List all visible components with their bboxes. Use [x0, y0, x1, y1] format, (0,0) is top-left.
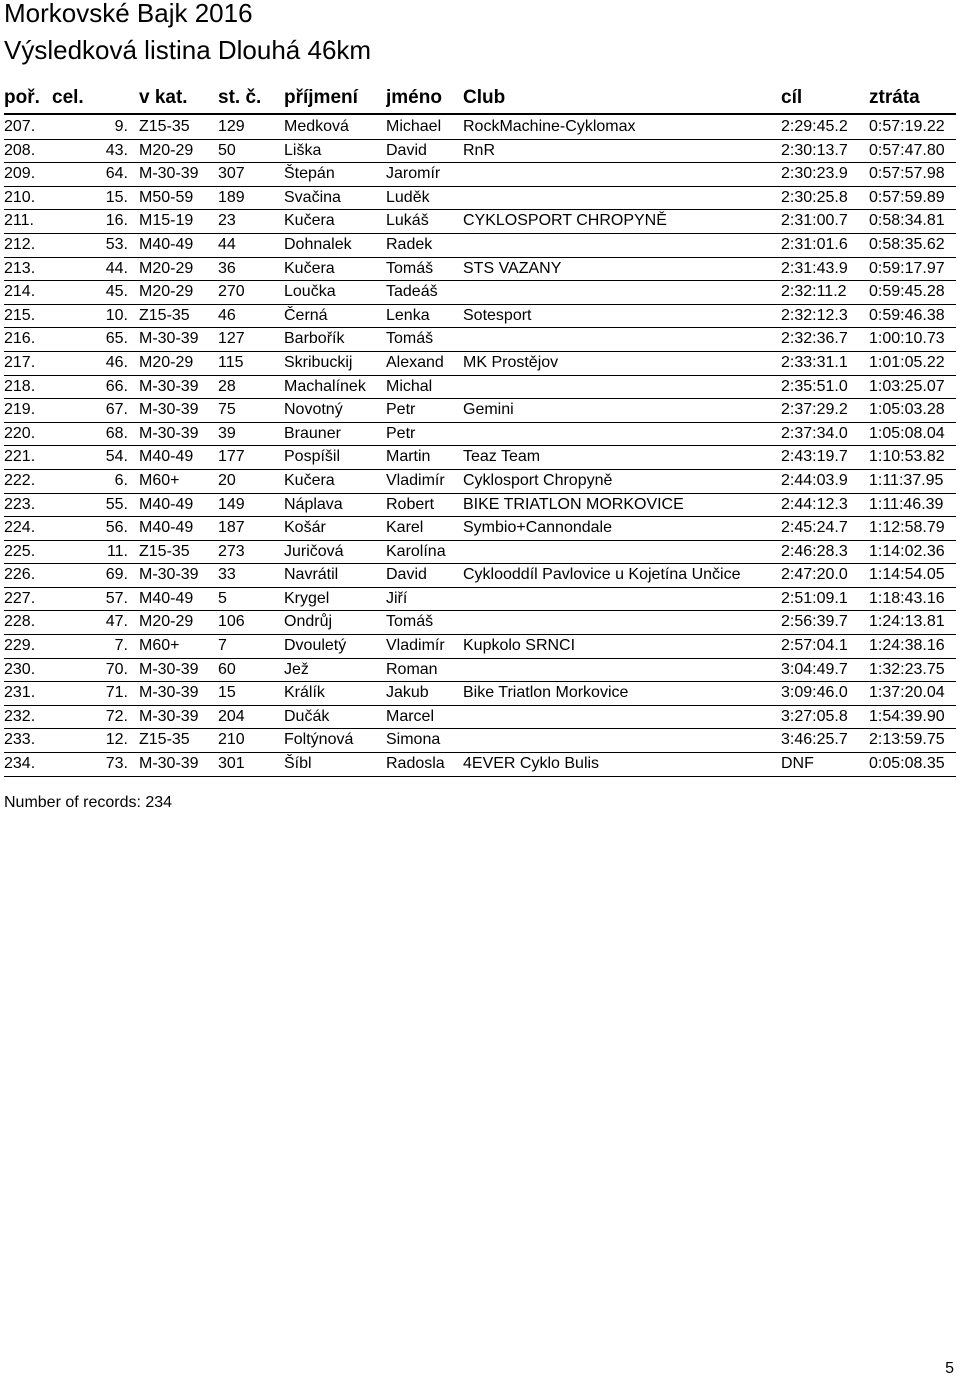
cell-position: 221.: [4, 448, 36, 466]
cell-finish-time: 2:44:03.9: [781, 471, 848, 489]
cell-finish-time: 2:37:34.0: [781, 424, 848, 442]
cell-surname: Králík: [284, 684, 325, 702]
cell-start-number: 23: [218, 212, 236, 230]
cell-time-gap: 1:11:46.39: [869, 495, 944, 513]
cell-club: Cyklosport Chropyně: [463, 471, 613, 489]
cell-position: 222.: [4, 471, 36, 489]
cell-first-name: Karel: [386, 519, 424, 537]
cell-finish-time: 2:43:19.7: [781, 448, 848, 466]
cell-overall: 10.: [105, 306, 128, 324]
cell-finish-time: 2:57:04.1: [781, 637, 848, 655]
cell-time-gap: 1:10:53.82: [869, 448, 945, 466]
cell-category: M60+: [139, 637, 180, 655]
cell-overall: 47.: [105, 613, 128, 631]
table-row: [4, 163, 956, 187]
cell-start-number: 7: [218, 637, 227, 655]
cell-surname: Navrátil: [284, 566, 339, 584]
cell-position: 212.: [4, 235, 36, 253]
cell-position: 216.: [4, 330, 36, 348]
column-header-start-number: st. č.: [218, 87, 262, 108]
cell-overall: 16.: [105, 212, 128, 230]
cell-first-name: Roman: [386, 660, 438, 678]
cell-start-number: 127: [218, 330, 245, 348]
cell-position: 219.: [4, 401, 36, 419]
header-divider: [4, 113, 956, 115]
cell-time-gap: 0:59:45.28: [869, 283, 945, 301]
table-row: [4, 682, 956, 706]
table-row: [4, 729, 956, 753]
cell-position: 234.: [4, 755, 36, 773]
cell-first-name: Luděk: [386, 188, 430, 206]
cell-finish-time: DNF: [781, 755, 814, 773]
cell-time-gap: 1:24:38.16: [869, 637, 945, 655]
cell-finish-time: 2:45:24.7: [781, 519, 848, 537]
column-header-time-gap: ztráta: [869, 87, 920, 108]
cell-position: 209.: [4, 165, 36, 183]
cell-category: M60+: [139, 471, 180, 489]
cell-finish-time: 2:46:28.3: [781, 542, 848, 560]
cell-time-gap: 0:57:59.89: [869, 188, 945, 206]
cell-position: 230.: [4, 660, 36, 678]
results-table-body: [4, 116, 956, 777]
cell-start-number: 15: [218, 684, 236, 702]
cell-finish-time: 3:27:05.8: [781, 707, 848, 725]
cell-first-name: Alexand: [386, 353, 444, 371]
cell-time-gap: 1:05:08.04: [869, 424, 945, 442]
cell-category: M40-49: [139, 448, 194, 466]
cell-finish-time: 2:33:31.1: [781, 353, 848, 371]
cell-finish-time: 2:32:36.7: [781, 330, 848, 348]
cell-time-gap: 1:01:05.22: [869, 353, 945, 371]
cell-first-name: Vladimír: [386, 637, 445, 655]
cell-finish-time: 2:56:39.7: [781, 613, 848, 631]
table-row: [4, 446, 956, 470]
cell-surname: Medková: [284, 118, 349, 135]
table-row: [4, 564, 956, 588]
cell-time-gap: 1:18:43.16: [869, 589, 945, 607]
cell-surname: Loučka: [284, 283, 336, 301]
cell-first-name: Karolína: [386, 542, 446, 560]
cell-first-name: David: [386, 141, 427, 159]
results-list-title: Výsledková listina Dlouhá 46km: [4, 35, 372, 65]
cell-position: 220.: [4, 424, 36, 442]
cell-finish-time: 3:46:25.7: [781, 731, 848, 749]
cell-category: M20-29: [139, 283, 194, 301]
cell-club: CYKLOSPORT CHROPYNĚ: [463, 212, 667, 230]
cell-start-number: 187: [218, 519, 245, 537]
cell-start-number: 270: [218, 283, 245, 301]
cell-surname: Kučera: [284, 212, 335, 230]
cell-start-number: 46: [218, 306, 236, 324]
table-row: [4, 305, 956, 329]
page-number: 5: [945, 1360, 954, 1377]
cell-overall: 56.: [105, 519, 128, 537]
cell-finish-time: 2:32:12.3: [781, 306, 848, 324]
cell-start-number: 129: [218, 118, 245, 135]
cell-time-gap: 1:14:02.36: [869, 542, 945, 560]
cell-surname: Foltýnová: [284, 731, 354, 749]
table-row: [4, 517, 956, 541]
record-count: Number of records: 234: [4, 794, 173, 811]
cell-category: Z15-35: [139, 306, 190, 324]
cell-first-name: Michael: [386, 118, 442, 135]
cell-category: M-30-39: [139, 660, 199, 678]
cell-time-gap: 1:03:25.07: [869, 377, 945, 395]
cell-time-gap: 0:57:19.22: [869, 118, 945, 135]
cell-position: 215.: [4, 306, 36, 324]
cell-overall: 12.: [105, 731, 128, 749]
cell-finish-time: 2:31:00.7: [781, 212, 848, 230]
cell-time-gap: 1:54:39.90: [869, 707, 945, 725]
cell-start-number: 39: [218, 424, 236, 442]
cell-first-name: Simona: [386, 731, 441, 749]
cell-first-name: Michal: [386, 377, 433, 395]
cell-first-name: Martin: [386, 448, 431, 466]
cell-finish-time: 3:09:46.0: [781, 684, 848, 702]
cell-overall: 11.: [106, 542, 128, 560]
cell-overall: 64.: [105, 165, 128, 183]
table-row: [4, 706, 956, 730]
cell-surname: Dohnalek: [284, 235, 352, 253]
cell-start-number: 177: [218, 448, 245, 466]
cell-club: BIKE TRIATLON MORKOVICE: [463, 495, 684, 513]
cell-time-gap: 1:24:13.81: [869, 613, 945, 631]
table-row: [4, 753, 956, 777]
cell-category: M20-29: [139, 353, 194, 371]
cell-surname: Skribuckij: [284, 353, 353, 371]
cell-surname: Krygel: [284, 589, 330, 607]
cell-finish-time: 2:30:13.7: [781, 141, 848, 159]
cell-first-name: Tomáš: [386, 330, 434, 348]
cell-category: Z15-35: [139, 731, 190, 749]
cell-position: 208.: [4, 141, 36, 159]
cell-finish-time: 2:31:43.9: [781, 259, 848, 277]
cell-position: 227.: [4, 589, 36, 607]
cell-category: M-30-39: [139, 165, 199, 183]
cell-position: 213.: [4, 259, 36, 277]
cell-category: M40-49: [139, 519, 194, 537]
cell-start-number: 273: [218, 542, 245, 560]
cell-overall: 46.: [105, 353, 128, 371]
column-header-first-name: jméno: [386, 87, 442, 108]
table-header: [4, 84, 956, 112]
cell-surname: Brauner: [284, 424, 341, 442]
cell-category: M20-29: [139, 141, 194, 159]
cell-start-number: 106: [218, 613, 245, 631]
cell-category: M-30-39: [139, 566, 199, 584]
cell-club: 4EVER Cyklo Bulis: [463, 755, 600, 773]
table-row: [4, 470, 956, 494]
cell-surname: Šíbl: [284, 755, 312, 773]
cell-surname: Ondrůj: [284, 613, 333, 631]
cell-time-gap: 1:00:10.73: [869, 330, 945, 348]
cell-category: M-30-39: [139, 330, 199, 348]
cell-overall: 53.: [105, 235, 128, 253]
cell-surname: Náplava: [284, 495, 343, 513]
cell-first-name: Jaromír: [386, 165, 441, 183]
cell-overall: 69.: [105, 566, 128, 584]
table-row: [4, 210, 956, 234]
cell-finish-time: 2:47:20.0: [781, 566, 848, 584]
cell-surname: Barbořík: [284, 330, 345, 348]
cell-surname: Juričová: [284, 542, 344, 560]
cell-time-gap: 0:59:46.38: [869, 306, 945, 324]
cell-club: Cyklooddíl Pavlovice u Kojetína Unčice: [463, 566, 741, 584]
column-header-overall: cel.: [52, 87, 84, 108]
cell-overall: 54.: [105, 448, 128, 466]
cell-category: M-30-39: [139, 684, 199, 702]
cell-category: M-30-39: [139, 707, 199, 725]
cell-position: 228.: [4, 613, 36, 631]
cell-overall: 7.: [114, 637, 128, 655]
cell-first-name: Tomáš: [386, 613, 434, 631]
cell-position: 223.: [4, 495, 36, 513]
cell-overall: 45.: [105, 283, 128, 301]
cell-start-number: 33: [218, 566, 236, 584]
cell-overall: 6.: [114, 471, 128, 489]
table-row: [4, 116, 956, 140]
cell-finish-time: 2:51:09.1: [781, 589, 848, 607]
table-row: [4, 588, 956, 612]
cell-overall: 72.: [105, 707, 128, 725]
column-header-category: v kat.: [139, 87, 188, 108]
cell-surname: Košár: [284, 519, 326, 537]
cell-position: 217.: [4, 353, 36, 371]
table-row: [4, 611, 956, 635]
table-row: [4, 140, 956, 164]
cell-club: Symbio+Cannondale: [463, 519, 612, 537]
cell-overall: 57.: [105, 589, 128, 607]
cell-overall: 44.: [105, 259, 128, 277]
cell-first-name: Petr: [386, 401, 416, 419]
cell-category: M-30-39: [139, 377, 199, 395]
cell-category: Z15-35: [139, 118, 190, 135]
cell-time-gap: 2:13:59.75: [869, 731, 945, 749]
cell-start-number: 20: [218, 471, 236, 489]
cell-overall: 68.: [105, 424, 128, 442]
cell-start-number: 60: [218, 660, 236, 678]
cell-surname: Dučák: [284, 707, 330, 725]
cell-start-number: 204: [218, 707, 245, 725]
cell-start-number: 50: [218, 141, 236, 159]
cell-first-name: Radosla: [386, 755, 445, 773]
cell-category: M20-29: [139, 259, 194, 277]
cell-finish-time: 2:37:29.2: [781, 401, 848, 419]
cell-time-gap: 1:11:37.95: [869, 471, 944, 489]
cell-position: 214.: [4, 283, 36, 301]
cell-surname: Černá: [284, 306, 328, 324]
cell-surname: Štepán: [284, 165, 335, 183]
cell-club: RnR: [463, 141, 496, 159]
cell-position: 224.: [4, 519, 36, 537]
cell-category: Z15-35: [139, 542, 190, 560]
cell-finish-time: 2:35:51.0: [781, 377, 848, 395]
cell-overall: 70.: [105, 660, 128, 678]
cell-time-gap: 0:58:35.62: [869, 235, 945, 253]
table-row: [4, 328, 956, 352]
cell-time-gap: 0:59:17.97: [869, 259, 945, 277]
cell-surname: Pospíšil: [284, 448, 341, 466]
column-header-surname: příjmení: [284, 87, 358, 108]
cell-first-name: Jakub: [386, 684, 429, 702]
cell-start-number: 189: [218, 188, 245, 206]
cell-finish-time: 2:30:25.8: [781, 188, 848, 206]
cell-first-name: Lenka: [386, 306, 430, 324]
event-title: Morkovské Bajk 2016: [4, 0, 253, 28]
cell-finish-time: 2:44:12.3: [781, 495, 848, 513]
cell-finish-time: 3:04:49.7: [781, 660, 848, 678]
cell-category: M15-19: [139, 212, 194, 230]
cell-first-name: David: [386, 566, 427, 584]
column-header-club: Club: [463, 87, 506, 108]
cell-position: 232.: [4, 707, 36, 725]
cell-overall: 43.: [105, 141, 128, 159]
cell-category: M-30-39: [139, 401, 199, 419]
cell-start-number: 44: [218, 235, 236, 253]
cell-overall: 71.: [105, 684, 128, 702]
cell-overall: 66.: [105, 377, 128, 395]
cell-first-name: Robert: [386, 495, 435, 513]
cell-club: Teaz Team: [463, 448, 541, 466]
cell-start-number: 149: [218, 495, 245, 513]
cell-first-name: Tadeáš: [386, 283, 438, 301]
cell-time-gap: 1:12:58.79: [869, 519, 945, 537]
cell-overall: 65.: [105, 330, 128, 348]
cell-position: 207.: [4, 118, 36, 135]
cell-position: 226.: [4, 566, 36, 584]
column-header-position: poř.: [4, 87, 40, 108]
cell-surname: Svačina: [284, 188, 341, 206]
table-row: [4, 423, 956, 447]
cell-club: Gemini: [463, 401, 514, 419]
table-row: [4, 187, 956, 211]
cell-position: 225.: [4, 542, 36, 560]
cell-start-number: 36: [218, 259, 236, 277]
column-header-finish-time: cíl: [781, 87, 803, 108]
cell-category: M50-59: [139, 188, 194, 206]
cell-surname: Dvouletý: [284, 637, 347, 655]
cell-position: 210.: [4, 188, 36, 206]
cell-category: M-30-39: [139, 424, 199, 442]
cell-start-number: 301: [218, 755, 245, 773]
cell-start-number: 5: [218, 589, 227, 607]
cell-time-gap: 1:37:20.04: [869, 684, 945, 702]
cell-position: 233.: [4, 731, 36, 749]
cell-start-number: 28: [218, 377, 236, 395]
cell-first-name: Tomáš: [386, 259, 434, 277]
table-row: [4, 352, 956, 376]
cell-start-number: 307: [218, 165, 245, 183]
cell-time-gap: 0:58:34.81: [869, 212, 945, 230]
cell-overall: 73.: [105, 755, 128, 773]
cell-start-number: 210: [218, 731, 245, 749]
cell-surname: Kučera: [284, 471, 335, 489]
table-row: [4, 376, 956, 400]
table-row: [4, 635, 956, 659]
cell-surname: Liška: [284, 141, 322, 159]
table-row: [4, 399, 956, 423]
cell-first-name: Lukáš: [386, 212, 429, 230]
cell-position: 229.: [4, 637, 36, 655]
cell-time-gap: 1:05:03.28: [869, 401, 945, 419]
cell-surname: Novotný: [284, 401, 343, 419]
cell-finish-time: 2:32:11.2: [781, 283, 847, 301]
table-row: [4, 659, 956, 683]
cell-time-gap: 0:05:08.35: [869, 755, 945, 773]
table-row: [4, 258, 956, 282]
cell-club: MK Prostějov: [463, 353, 559, 371]
cell-first-name: Petr: [386, 424, 416, 442]
cell-position: 211.: [4, 212, 34, 230]
cell-finish-time: 2:31:01.6: [781, 235, 848, 253]
cell-overall: 67.: [105, 401, 128, 419]
cell-overall: 9.: [114, 118, 128, 135]
cell-club: RockMachine-Cyklomax: [463, 118, 636, 135]
cell-club: STS VAZANY: [463, 259, 562, 277]
cell-club: Sotesport: [463, 306, 532, 324]
cell-surname: Jež: [284, 660, 309, 678]
cell-time-gap: 1:32:23.75: [869, 660, 945, 678]
cell-category: M40-49: [139, 495, 194, 513]
cell-position: 218.: [4, 377, 36, 395]
cell-finish-time: 2:30:23.9: [781, 165, 848, 183]
cell-overall: 15.: [105, 188, 128, 206]
cell-category: M40-49: [139, 589, 194, 607]
table-row: [4, 494, 956, 518]
cell-category: M20-29: [139, 613, 194, 631]
cell-position: 231.: [4, 684, 36, 702]
cell-club: Bike Triatlon Morkovice: [463, 684, 629, 702]
cell-surname: Kučera: [284, 259, 335, 277]
cell-start-number: 75: [218, 401, 236, 419]
cell-club: Kupkolo SRNCI: [463, 637, 576, 655]
cell-category: M-30-39: [139, 755, 199, 773]
cell-surname: Machalínek: [284, 377, 366, 395]
table-row: [4, 234, 956, 258]
cell-first-name: Jiří: [386, 589, 408, 607]
cell-time-gap: 0:57:57.98: [869, 165, 945, 183]
cell-overall: 55.: [105, 495, 128, 513]
cell-category: M40-49: [139, 235, 194, 253]
cell-finish-time: 2:29:45.2: [781, 118, 848, 135]
cell-first-name: Marcel: [386, 707, 435, 725]
table-row: [4, 281, 956, 305]
cell-first-name: Radek: [386, 235, 433, 253]
table-row: [4, 541, 956, 565]
cell-first-name: Vladimír: [386, 471, 445, 489]
cell-start-number: 115: [218, 353, 244, 371]
cell-time-gap: 1:14:54.05: [869, 566, 945, 584]
cell-time-gap: 0:57:47.80: [869, 141, 945, 159]
